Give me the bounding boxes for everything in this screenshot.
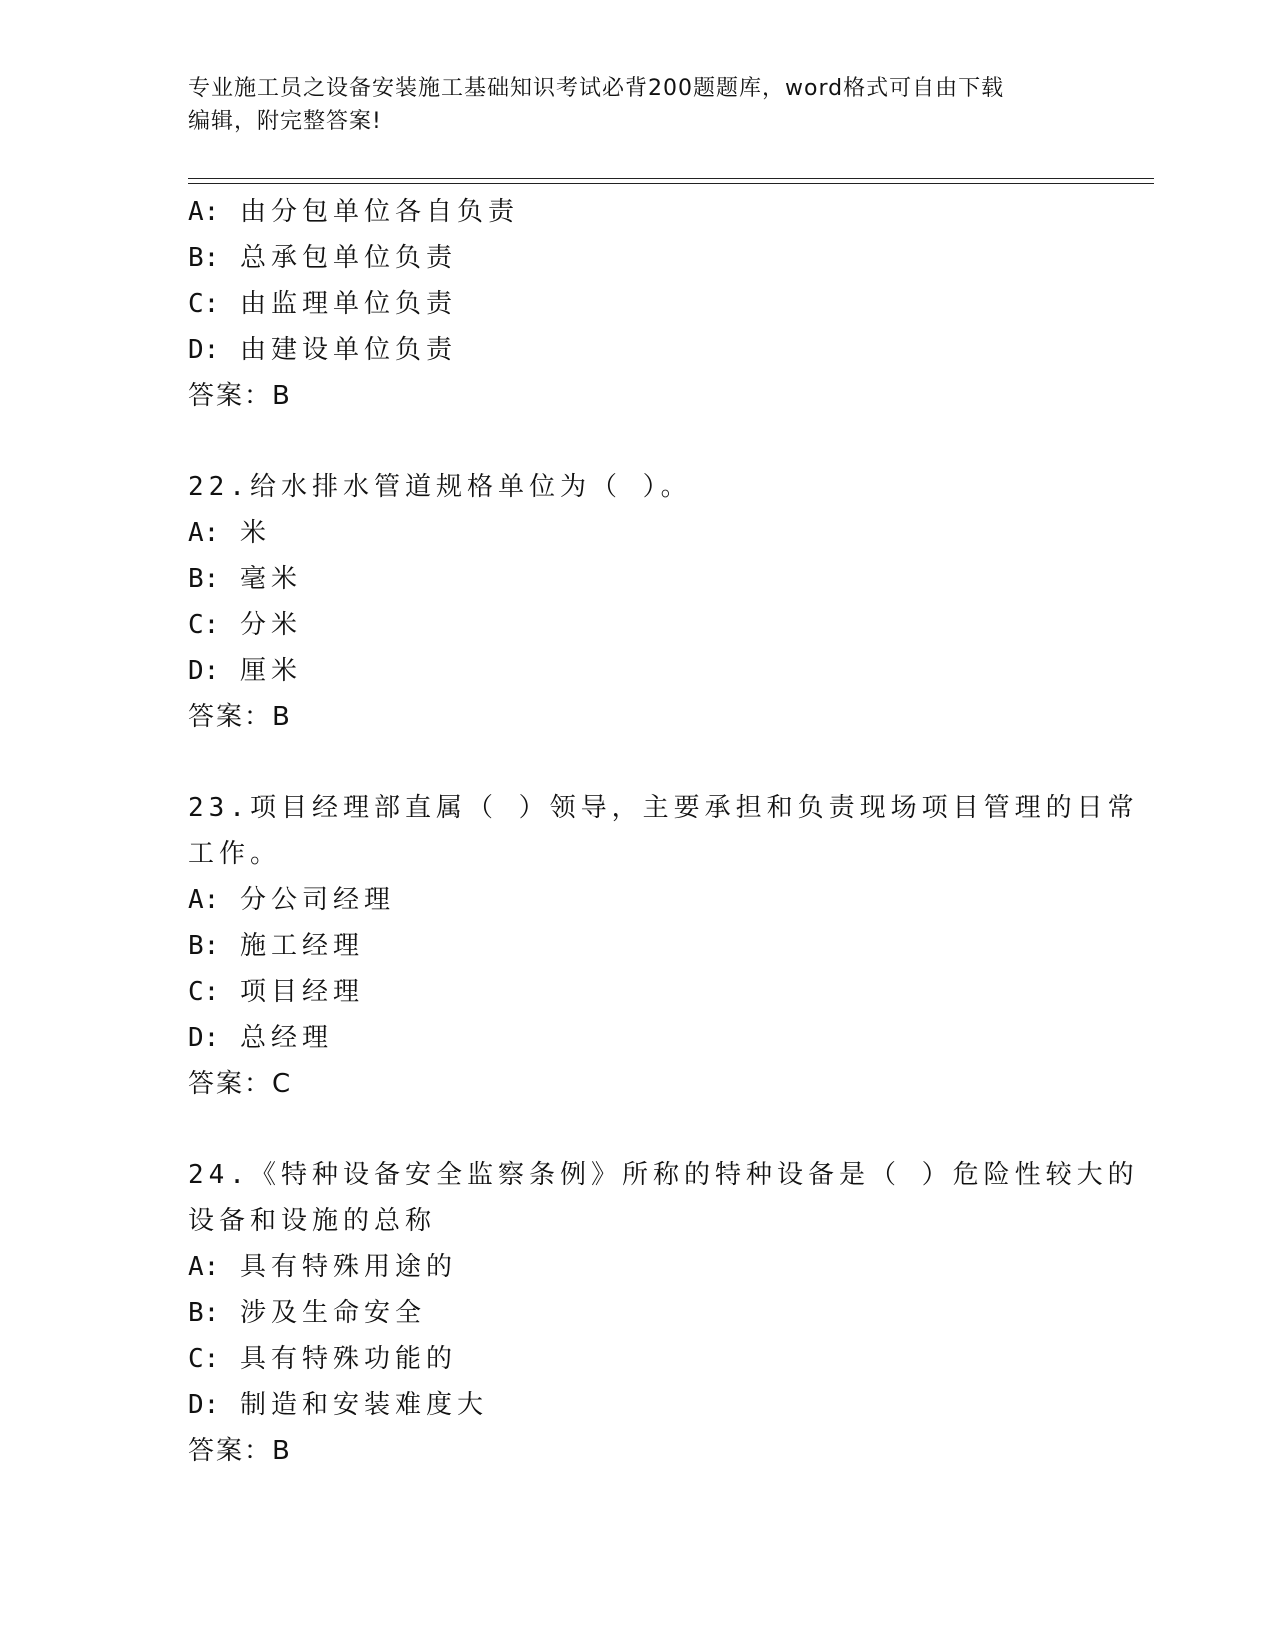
option-letter: C: (188, 289, 220, 319)
option-text: 分米 (239, 610, 302, 640)
question-stem: 22.给水排水管道规格单位为（ ）。 (188, 472, 692, 502)
option-letter: D: (188, 1390, 220, 1420)
option-d (188, 648, 1068, 694)
option-b (188, 1290, 1068, 1336)
option-text: 由监理单位负责 (239, 289, 457, 319)
option-d (188, 1015, 1068, 1061)
option-letter: D: (188, 656, 220, 686)
option-b (188, 235, 1068, 281)
option-text: 分公司经理 (239, 885, 395, 915)
question-list (188, 189, 1139, 1474)
header-divider-bottom (188, 183, 1154, 184)
option-letter: A: (188, 518, 220, 548)
option-a (188, 510, 1068, 556)
header-title-line-1: 专业施工员之设备安装施工基础知识考试必背200题题库，word格式可自由下载 (188, 76, 1005, 101)
option-d (188, 327, 1068, 373)
option-letter: A: (188, 885, 220, 915)
option-letter: B: (188, 1298, 220, 1328)
spacer (188, 419, 1068, 464)
option-text: 制造和安装难度大 (239, 1390, 488, 1420)
question-block-22 (188, 464, 1068, 740)
option-c (188, 281, 1068, 327)
option-letter: C: (188, 610, 220, 640)
answer-line: 答案：B (188, 702, 292, 732)
option-text: 具有特殊功能的 (239, 1344, 457, 1374)
option-letter: B: (188, 931, 220, 961)
option-text: 项目经理 (239, 977, 364, 1007)
question-block-21 (188, 189, 1068, 419)
document-header (188, 72, 1068, 138)
option-letter: C: (188, 1344, 220, 1374)
question-stem-continued: 设备和设施的总称 (188, 1206, 437, 1236)
option-letter: A: (188, 1252, 220, 1282)
question-stem: 23.项目经理部直属（ ）领导，主要承担和负责现场项目管理的日常 (188, 793, 1139, 823)
option-c (188, 969, 1068, 1015)
option-c (188, 1336, 1068, 1382)
option-b (188, 923, 1068, 969)
option-text: 米 (239, 518, 271, 548)
option-a (188, 877, 1068, 923)
option-b (188, 556, 1068, 602)
option-a (188, 189, 1068, 235)
question-block-24 (188, 1152, 1139, 1474)
option-text: 总承包单位负责 (239, 243, 457, 273)
option-text: 由分包单位各自负责 (239, 197, 519, 227)
option-text: 由建设单位负责 (239, 335, 457, 365)
option-letter: A: (188, 197, 220, 227)
answer-line: 答案：B (188, 1436, 292, 1466)
option-text: 涉及生命安全 (239, 1298, 426, 1328)
option-letter: D: (188, 335, 220, 365)
option-d (188, 1382, 1068, 1428)
question-stem: 24.《特种设备安全监察条例》所称的特种设备是（ ）危险性较大的 (188, 1160, 1139, 1190)
option-a (188, 1244, 1068, 1290)
option-text: 毫米 (239, 564, 302, 594)
option-c (188, 602, 1068, 648)
answer-line: 答案：B (188, 381, 292, 411)
option-text: 总经理 (239, 1023, 333, 1053)
option-text: 施工经理 (239, 931, 364, 961)
option-text: 厘米 (239, 656, 302, 686)
answer-line: 答案：C (188, 1069, 293, 1099)
option-letter: C: (188, 977, 220, 1007)
option-text: 具有特殊用途的 (239, 1252, 457, 1282)
spacer (188, 1107, 1068, 1152)
question-block-23 (188, 785, 1139, 1107)
spacer (188, 740, 1068, 785)
option-letter: B: (188, 564, 220, 594)
header-title-line-2: 编辑，附完整答案! (188, 109, 382, 134)
question-stem-continued: 工作。 (188, 839, 282, 869)
option-letter: D: (188, 1023, 220, 1053)
option-letter: B: (188, 243, 220, 273)
header-divider-top (188, 178, 1154, 179)
